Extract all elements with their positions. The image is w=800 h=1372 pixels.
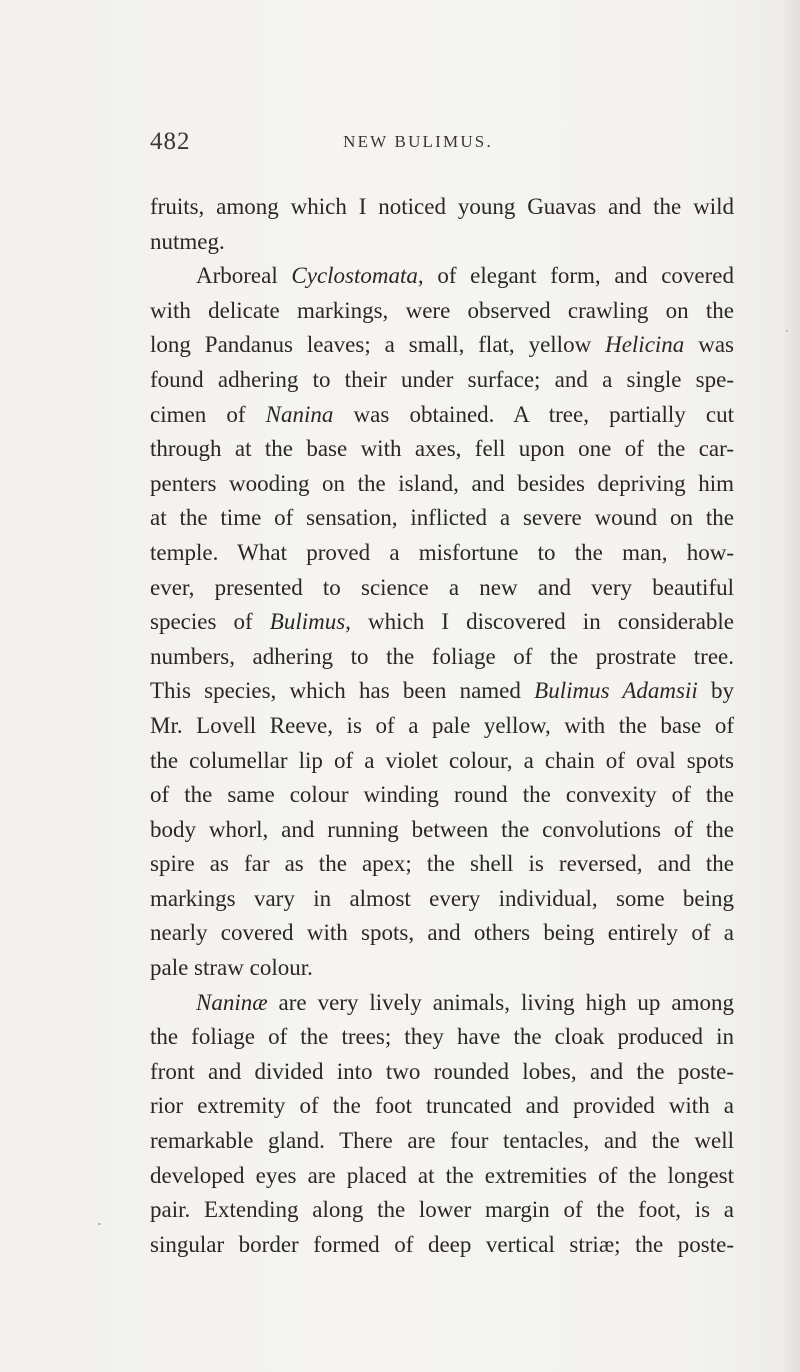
body-text: [150, 190, 734, 1262]
text-line: penters wooding on the island, and besides depriving him: [150, 470, 734, 496]
text-line: markings vary in almost every individual, some being: [150, 885, 734, 911]
taxon-name: Helicina: [605, 332, 685, 358]
text-line: remarkable gland. There are four tentacles, and the well: [150, 1128, 734, 1154]
text-line: with delicate markings, were observed crawling on the: [150, 297, 734, 323]
page-number: 482: [150, 128, 191, 155]
text-line: the foliage of the trees; they have the cloak produced in: [150, 1024, 734, 1050]
text-line: long Pandanus leaves; a small, flat, yellow Helicina was: [150, 332, 734, 358]
text-line: species of Bulimus, which I discovered in considerable: [150, 609, 735, 635]
text-line: found adhering to their under surface; and a single spe-: [150, 366, 734, 392]
text-line: spire as far as the apex; the shell is reversed, and the: [150, 851, 734, 877]
text-line: cimen of Nanina was obtained. A tree, partially cut: [150, 401, 734, 427]
paragraph-start-line: Arboreal Cyclostomata, of elegant form, and covered: [196, 263, 734, 289]
taxon-name: Nanina: [265, 401, 334, 427]
paper-speck: [98, 1223, 101, 1225]
text-line: This species, which has been named Bulimus Adamsii by: [150, 678, 735, 704]
taxon-name: Bulimus Adamsii: [534, 678, 698, 704]
text-line: ever, presented to science a new and very beautiful: [150, 574, 734, 600]
text-line: fruits, among which I noticed young Guavas and the wild: [150, 194, 734, 219]
taxon-name: Naninæ: [196, 989, 268, 1015]
text-line: developed eyes are placed at the extremities of the longest: [150, 1162, 734, 1188]
text-line: of the same colour winding round the convexity of the: [150, 782, 734, 808]
running-title: NEW BULIMUS.: [343, 132, 493, 151]
text-line: singular border formed of deep vertical striæ; the poste-: [150, 1231, 734, 1257]
paragraph-start-line: Naninæ are very lively animals, living high up among: [196, 989, 734, 1015]
text-line: rior extremity of the foot truncated and provided with a: [150, 1093, 734, 1119]
text-line: nearly covered with spots, and others being entirely of a: [150, 920, 734, 946]
text-line: numbers, adhering to the foliage of the prostrate tree.: [150, 643, 734, 669]
text-line: at the time of sensation, inflicted a severe wound on the: [150, 505, 734, 531]
page-header: [0, 128, 800, 158]
text-line: pale straw colour.: [150, 955, 313, 981]
text-line: through at the base with axes, fell upon one of the car-: [150, 436, 734, 462]
text-line: nutmeg.: [150, 228, 225, 254]
text-line: the columellar lip of a violet colour, a chain of oval spots: [150, 747, 734, 773]
taxon-name: Cyclostomata,: [291, 263, 424, 289]
text-line: temple. What proved a misfortune to the man, how-: [150, 539, 734, 565]
taxon-name: Bulimus,: [269, 609, 351, 635]
text-line: front and divided into two rounded lobes, and the poste-: [150, 1058, 734, 1084]
text-line: body whorl, and running between the convolutions of the: [150, 816, 734, 842]
paper-speck: [786, 330, 788, 332]
page-edge-shadow: [782, 0, 800, 1372]
text-line: Mr. Lovell Reeve, is of a pale yellow, with the base of: [150, 712, 734, 738]
text-line: pair. Extending along the lower margin of the foot, is a: [150, 1197, 734, 1223]
